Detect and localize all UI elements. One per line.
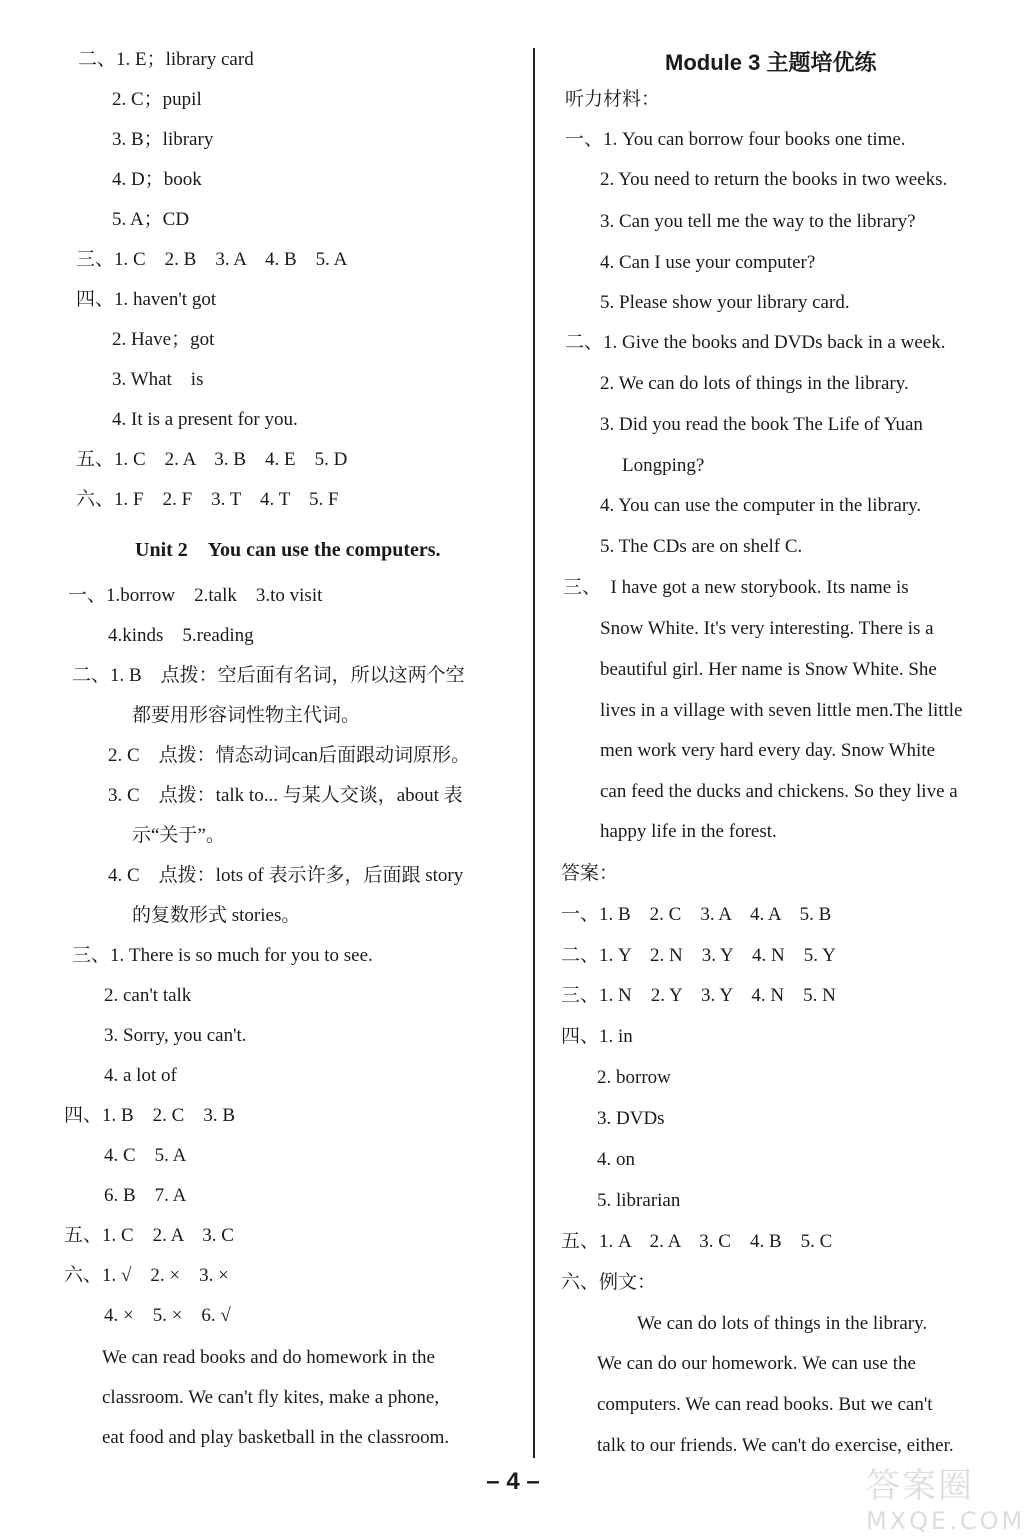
- answer-line: eat food and play basketball in the classroom.: [102, 1427, 450, 1448]
- answer-line: 5. librarian: [597, 1190, 681, 1211]
- answer-line: computers. We can read books. But we can't: [597, 1394, 933, 1415]
- answer-line: happy life in the forest.: [600, 821, 777, 842]
- answer-line: 2. You need to return the books in two weeks.: [600, 169, 948, 190]
- answer-line: 4. C 点拨：lots of 表示许多，后面跟 story: [108, 865, 464, 886]
- answer-line: 4. C 5. A: [104, 1145, 187, 1166]
- answer-line: 一、1.borrow 2.talk 3.to visit: [68, 585, 323, 606]
- answer-line: 3. B；library: [112, 129, 214, 150]
- answer-line: 4. You can use the computer in the library.: [600, 495, 922, 516]
- answer-line: 4. on: [597, 1149, 635, 1170]
- answer-line: 六、1. √ 2. × 3. ×: [64, 1265, 229, 1286]
- answer-line: 5. The CDs are on shelf C.: [600, 536, 803, 557]
- answer-line: 都要用形容词性物主代词。: [132, 705, 361, 726]
- answer-line: 2. C 点拨：情态动词can后面跟动词原形。: [108, 745, 471, 766]
- answer-line: 三、 I have got a new storybook. Its name is: [563, 577, 909, 598]
- answer-line: lives in a village with seven little men.The little: [600, 700, 963, 721]
- answer-line: 二、1. E；library card: [78, 49, 254, 70]
- answer-line: 3. Sorry, you can't.: [104, 1025, 247, 1046]
- answer-line: 4.kinds 5.reading: [108, 625, 254, 646]
- answer-line: can feed the ducks and chickens. So they live a: [600, 781, 958, 802]
- answer-line: 二、1. Give the books and DVDs back in a week.: [565, 332, 946, 353]
- answer-line: 3. C 点拨：talk to... 与某人交谈，about 表: [108, 785, 463, 806]
- answer-line: 5. Please show your library card.: [600, 292, 850, 313]
- answer-line: We can do lots of things in the library.: [637, 1313, 928, 1334]
- answer-line: 4. Can I use your computer?: [600, 252, 816, 273]
- answer-line: 四、1. B 2. C 3. B: [64, 1105, 236, 1126]
- answer-line: 3. What is: [112, 369, 204, 390]
- answer-line: 一、1. B 2. C 3. A 4. A 5. B: [561, 904, 832, 925]
- answer-line: 2. We can do lots of things in the library.: [600, 373, 909, 394]
- answer-line: We can do our homework. We can use the: [597, 1353, 916, 1374]
- answer-line: 4. a lot of: [104, 1065, 177, 1086]
- column-divider: [533, 48, 535, 1458]
- answer-line: Snow White. It's very interesting. There is a: [600, 618, 934, 639]
- watermark-logo: [866, 1458, 1026, 1535]
- answer-line: men work very hard every day. Snow White: [600, 740, 936, 761]
- answer-line: classroom. We can't fly kites, make a phone,: [102, 1387, 440, 1408]
- answer-line: 2. C；pupil: [112, 89, 202, 110]
- answer-line: 3. Can you tell me the way to the library?: [600, 211, 916, 232]
- watermark-bottom-text: MXQE.COM: [866, 1507, 1026, 1535]
- answer-line: 四、1. haven't got: [76, 289, 217, 310]
- answer-line: 4. It is a present for you.: [112, 409, 298, 430]
- answer-line: 二、1. B 点拨：空后面有名词，所以这两个空: [72, 665, 465, 686]
- watermark-top-text: 答案圈: [866, 1466, 974, 1506]
- answer-line: 3. Did you read the book The Life of Yuan: [600, 414, 923, 435]
- answer-line: 答案：: [561, 863, 619, 884]
- answer-line: 2. can't talk: [104, 985, 192, 1006]
- answer-line: 五、1. A 2. A 3. C 4. B 5. C: [561, 1231, 833, 1252]
- answer-line: We can read books and do homework in the: [102, 1347, 435, 1368]
- answer-line: 六、例文：: [561, 1272, 657, 1293]
- answer-line: beautiful girl. Her name is Snow White. She: [600, 659, 937, 680]
- answer-line: 4. × 5. × 6. √: [104, 1305, 231, 1326]
- answer-line: 三、1. C 2. B 3. A 4. B 5. A: [76, 249, 348, 270]
- answer-line: 三、1. N 2. Y 3. Y 4. N 5. N: [561, 985, 836, 1006]
- answer-line: 3. DVDs: [597, 1108, 665, 1129]
- answer-line: 4. D；book: [112, 169, 202, 190]
- answer-line: 听力材料：: [565, 89, 661, 110]
- answer-line: talk to our friends. We can't do exercise, either.: [597, 1435, 954, 1456]
- answer-line: 三、1. There is so much for you to see.: [72, 945, 373, 966]
- answer-line: 2. Have；got: [112, 329, 215, 350]
- answer-line: 二、1. Y 2. N 3. Y 4. N 5. Y: [561, 945, 836, 966]
- unit-heading: Unit 2 You can use the computers.: [135, 539, 441, 561]
- answer-line: 一、1. You can borrow four books one time.: [565, 129, 906, 150]
- page-number: – 4 –: [486, 1468, 540, 1495]
- module-title: Module 3 主题培优练: [665, 50, 877, 75]
- answer-line: 的复数形式 stories。: [132, 905, 301, 926]
- answer-line: 四、1. in: [561, 1026, 633, 1047]
- answer-line: 6. B 7. A: [104, 1185, 187, 1206]
- answer-line: 五、1. C 2. A 3. C: [64, 1225, 234, 1246]
- answer-line: 五、1. C 2. A 3. B 4. E 5. D: [76, 449, 348, 470]
- answer-line: 5. A；CD: [112, 209, 190, 230]
- answer-line: Longping?: [622, 455, 705, 476]
- answer-line: 示“关于”。: [132, 825, 225, 846]
- answer-line: 2. borrow: [597, 1067, 671, 1088]
- answer-line: 六、1. F 2. F 3. T 4. T 5. F: [76, 489, 339, 510]
